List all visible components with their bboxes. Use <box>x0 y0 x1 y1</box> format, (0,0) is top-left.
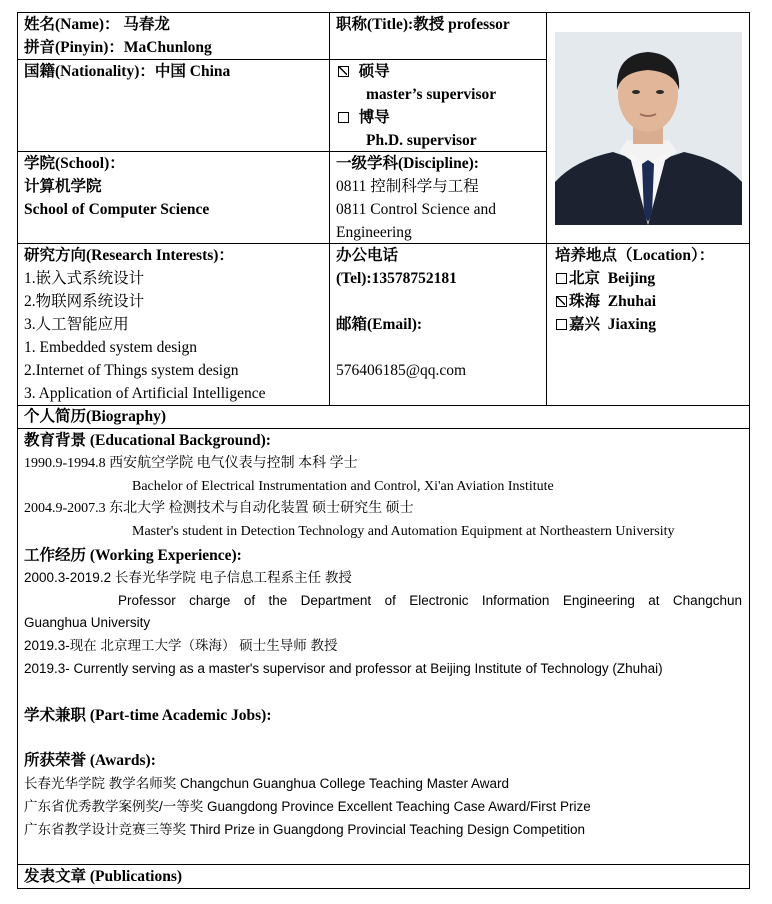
portrait-illustration <box>555 32 742 225</box>
education-1-en: Bachelor of Electrical Instrumentation and Control, Xi'an Aviation Institute <box>132 479 554 494</box>
master-checkbox-checked-icon <box>338 66 349 77</box>
work-heading: 工作经历 (Working Experience): <box>24 547 242 564</box>
supervisor-master-row <box>338 61 390 83</box>
work-2-cn: 2019.3-现在 北京理工大学（珠海） 硕士生导师 教授 <box>24 638 338 653</box>
border-row-5 <box>17 428 750 429</box>
education-2-en: Master's student in Detection Technology and Automation Equipment at Northeastern University <box>132 524 675 539</box>
research-item: 2.物联网系统设计 <box>24 293 145 310</box>
border-col-2 <box>546 12 547 406</box>
jiaxing-checkbox-icon <box>556 319 567 330</box>
research-item: 3. Application of Artificial Intelligence <box>24 385 266 402</box>
zhuhai-checkbox-checked-icon <box>556 296 567 307</box>
award-item: 广东省教学设计竞赛三等奖 Third Prize in Guangdong Provincial Teaching Design Competition <box>24 822 585 837</box>
email-label: 邮箱(Email): <box>336 316 423 333</box>
title-line: 职称(Title):教授 professor <box>336 16 510 33</box>
supervisor-phd-cn: 博导 <box>358 109 390 126</box>
school-en: School of Computer Science <box>24 201 210 218</box>
research-item: 1. Embedded system design <box>24 339 198 356</box>
work-1-cn: 2000.3-2019.2 长春光华学院 电子信息工程系主任 教授 <box>24 570 352 585</box>
beijing-checkbox-icon <box>556 273 567 284</box>
awards-heading: 所获荣誉 (Awards): <box>24 752 156 769</box>
border-bottom <box>17 888 750 889</box>
nationality-line: 国籍(Nationality)：中国 China <box>24 63 231 80</box>
location-item-jiaxing: 嘉兴 Jiaxing <box>556 314 656 336</box>
award-item: 长春光华学院 教学名师奖 Changchun Guanghua College Teaching Master Award <box>24 776 509 791</box>
email-value: 576406185@qq.com <box>336 362 467 379</box>
border-top <box>17 12 750 13</box>
border-right <box>749 12 750 889</box>
school-label: 学院(School)： <box>24 155 125 172</box>
education-2-cn: 2004.9-2007.3 东北大学 检测技术与自动化装置 硕士研究生 硕士 <box>24 501 414 516</box>
phone-label: 办公电话 <box>336 247 399 264</box>
location-item-zhuhai: 珠海 Zhuhai <box>556 291 656 313</box>
research-item: 2.Internet of Things system design <box>24 362 239 379</box>
discipline-en-2: Engineering <box>336 224 412 241</box>
border-row-6 <box>17 864 750 865</box>
publications-heading: 发表文章 (Publications) <box>24 868 183 885</box>
supervisor-phd-row <box>338 107 390 129</box>
phone-line: (Tel):13578752181 <box>336 270 457 287</box>
pinyin-line: 拼音(Pinyin)：MaChunlong <box>24 39 212 56</box>
award-item: 广东省优秀教学案例奖/一等奖 Guangdong Province Excellent Teaching Case Award/First Prize <box>24 799 591 814</box>
school-cn: 计算机学院 <box>24 178 102 195</box>
discipline-en-1: 0811 Control Science and <box>336 201 496 218</box>
parttime-heading: 学术兼职 (Part-time Academic Jobs): <box>24 707 272 724</box>
research-label: 研究方向(Research Interests)： <box>24 247 234 264</box>
border-left <box>17 12 18 889</box>
border-col-1 <box>329 12 330 406</box>
discipline-cn: 0811 控制科学与工程 <box>336 178 479 195</box>
education-heading: 教育背景 (Educational Background): <box>24 432 271 449</box>
location-label: 培养地点（Location）： <box>555 247 715 264</box>
work-2-en: 2019.3- Currently serving as a master's supervisor and professor at Beijing Institute of Technology (Zhuhai) <box>24 661 663 676</box>
work-1-en-b: Guanghua University <box>24 615 151 630</box>
supervisor-master-en: master’s supervisor <box>366 86 497 103</box>
supervisor-master-cn: 硕导 <box>358 63 390 80</box>
research-item: 3.人工智能应用 <box>24 316 129 333</box>
work-1-en-a: Professor charge of the Department of Electronic Information Engineering at Changchun <box>118 593 742 608</box>
education-1-cn: 1990.9-1994.8 西安航空学院 电气仪表与控制 本科 学士 <box>24 456 358 471</box>
supervisor-phd-en: Ph.D. supervisor <box>366 132 477 149</box>
biography-heading: 个人简历(Biography) <box>24 408 167 425</box>
location-item-beijing: 北京 Beijing <box>556 268 655 290</box>
name-line: 姓名(Name)： 马春龙 <box>24 16 170 33</box>
portrait-photo <box>555 32 742 225</box>
border-row-1 <box>17 59 547 60</box>
phd-checkbox-icon <box>338 112 349 123</box>
discipline-label: 一级学科(Discipline): <box>336 155 479 172</box>
research-item: 1.嵌入式系统设计 <box>24 270 145 287</box>
